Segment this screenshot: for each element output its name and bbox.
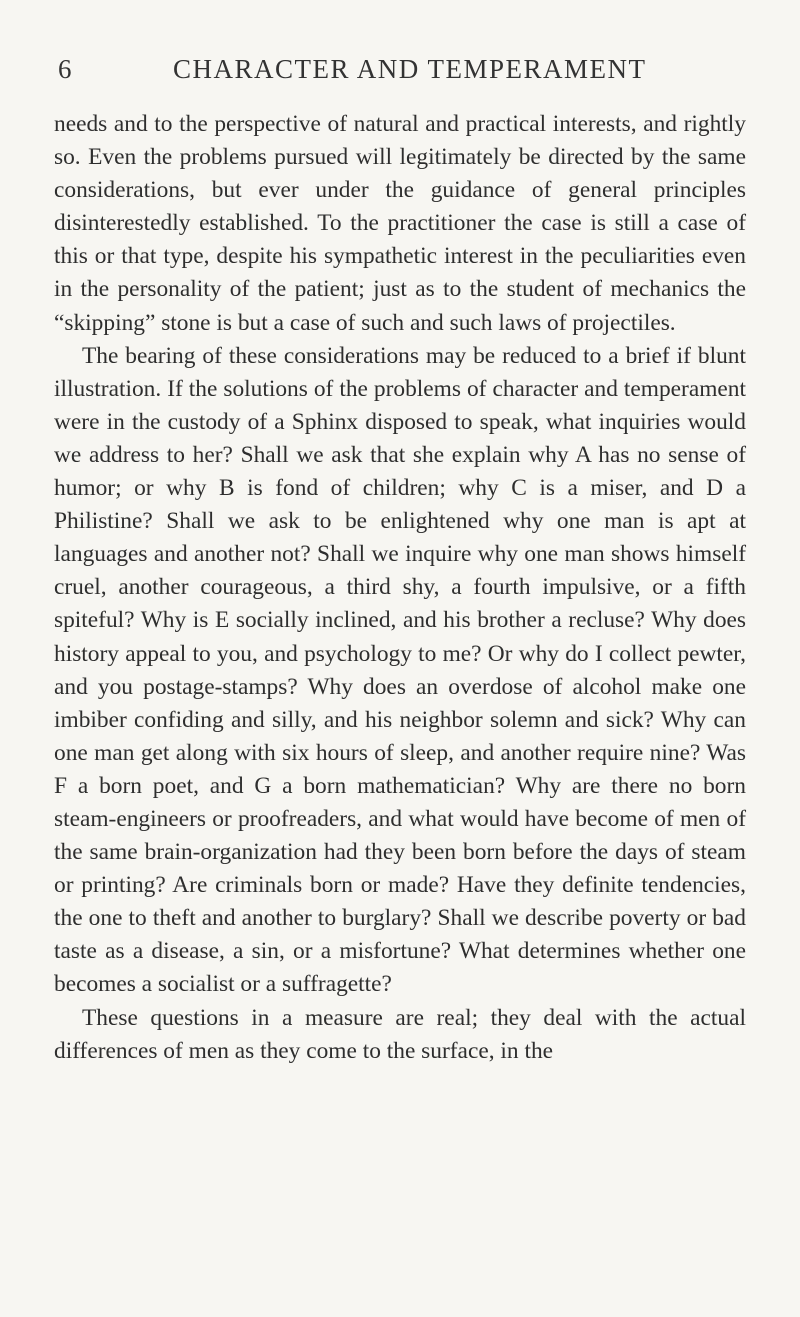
paragraph-sphinx-questions: The bearing of these considerations may be reduced to a brief if blunt illustration. If the solutions of the problems of character and temperament were in the custody of a Sphinx disposed to speak, what inquiries would we address to her? Shall we ask that she explain why A has no sense of humor; or why B is fond of children; why C is a miser, and D a Philistine? Shall we ask to be enlightened why one man is apt at languages and another not? Shall we inquire why one man shows himself cruel, another courageous, a third shy, a fourth impulsive, or a fifth spiteful? Why is E socially inclined, and his brother a recluse? Why does history appeal to you, and psychology to me? Or why do I collect pewter, and you postage-stamps? Why does an overdose of alcohol make one imbiber confiding and silly, and his neighbor solemn and sick? Why can one man get along with six hours of sleep, and another require nine? Was F a born poet, and G a born mathematician? Why are there no born steam-engineers or proofreaders, and what would have become of men of the same brain-organization had they been born before the days of steam or printing? Are criminals born or made? Have they definite tendencies, the one to theft and another to burglary? Shall we describe poverty or bad taste as a disease, a sin, or a misfortune? What determines whether one becomes a socialist or a suffragette? — [54, 342, 746, 998]
paragraph-continuation: needs and to the perspective of natural and practical interests, and rightly so. Even the problems pursued will legitimately be directed by the same considerations, but ever under the guidance of general principles disinterestedly established. To the practitioner the case is still a case of this or that type, despite his sympathetic interest in the peculiarities even in the personality of the patient; just as to the student of mechanics the “skipping” stone is but a case of such and such laws of projectiles. — [54, 111, 746, 336]
page-number: 6 — [58, 54, 73, 84]
running-title: CHARACTER AND TEMPERAMENT — [173, 54, 647, 84]
running-head — [58, 54, 748, 94]
body-text — [54, 108, 746, 1068]
paragraph-questions-real: These questions in a measure are real; they deal with the actual differences of men as they come to the surface, in the — [54, 1004, 746, 1064]
